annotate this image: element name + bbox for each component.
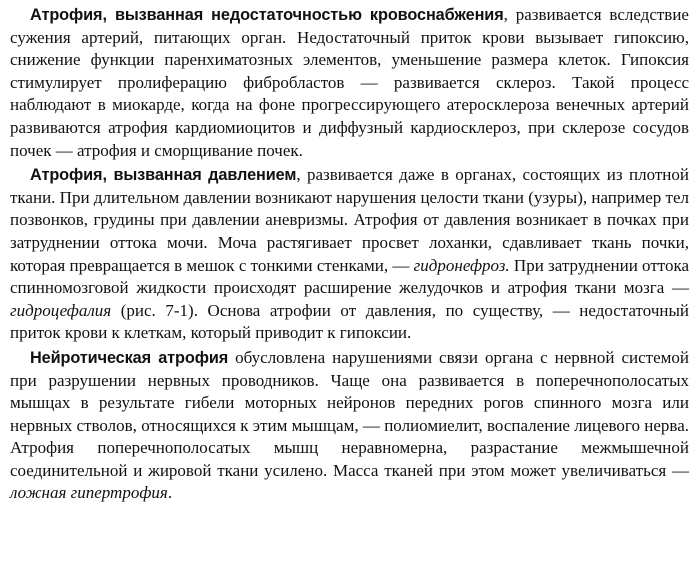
term-false-hypertrophy: ложная гипертрофия [10, 483, 168, 503]
paragraph-heading: Нейротическая атрофия [30, 348, 229, 367]
paragraph-heading: Атрофия, вызванная давлением [30, 166, 297, 185]
paragraph-text: , развивается даже в органах, состоящих из плотной ткани. При длительном давлении возникают нарушения целости ткани (узуры), например тел позвонков, грудины при давлении аневризмы. Атрофия от давления возникает в почках при затруднении оттока мочи. Моча растягивает просвет лоханки, сдавливает ткань почки, которая превращается в мешок с тонкими стенками, — [10, 165, 689, 275]
term-hydrocephalus: гидроцефалия [10, 300, 112, 320]
paragraph-ischemic-atrophy [10, 4, 689, 162]
paragraph-heading: Атрофия, вызванная недостаточностью кровоснабжения [30, 6, 504, 24]
paragraph-pressure-atrophy [10, 164, 689, 345]
paragraph-text: , развивается вследствие сужения артерий, питающих орган. Недостаточный приток крови вызывает гипоксию, снижение функции паренхиматозных элементов, уменьшение размера клеток. Гипоксия стимулирует пролиферацию фибробластов — развивается склероз. Такой процесс наблюдают в миокарде, когда на фоне прогрессирующего атеросклероза венечных артерий развиваются атрофия кардиомиоцитов и диффузный кардиосклероз, при склерозе сосудов почек — атрофия и сморщивание почек. [10, 5, 689, 160]
paragraph-text: При затруднении оттока спинномозговой жидкости происходят расширение желудочков и атрофия ткани мозга — [10, 255, 690, 298]
paragraph-text: обусловлена нарушениями связи органа с нервной системой при разрушении нервных проводников. Чаще она развивается в поперечнополосатых мышцах в результате гибели моторных нейронов передних рогов спинного мозга или нервных стволов, относящихся к этим мышцам, — полиомиелит, воспаление лицевого нерва. Атрофия поперечнополосатых мышц неравномерна, разрастание межмышечной соединительной и жировой ткани усилено. Масса тканей при этом может увеличиваться — [10, 347, 689, 480]
paragraph-neurotic-atrophy [10, 347, 689, 505]
paragraph-text: (рис. 7-1). Основа атрофии от давления, по существу, — недостаточный приток крови к клеткам, который приводит к гипоксии. [10, 300, 689, 343]
term-hydronephrosis: гидронефроз. [413, 255, 510, 275]
paragraph-text: . [167, 483, 173, 503]
